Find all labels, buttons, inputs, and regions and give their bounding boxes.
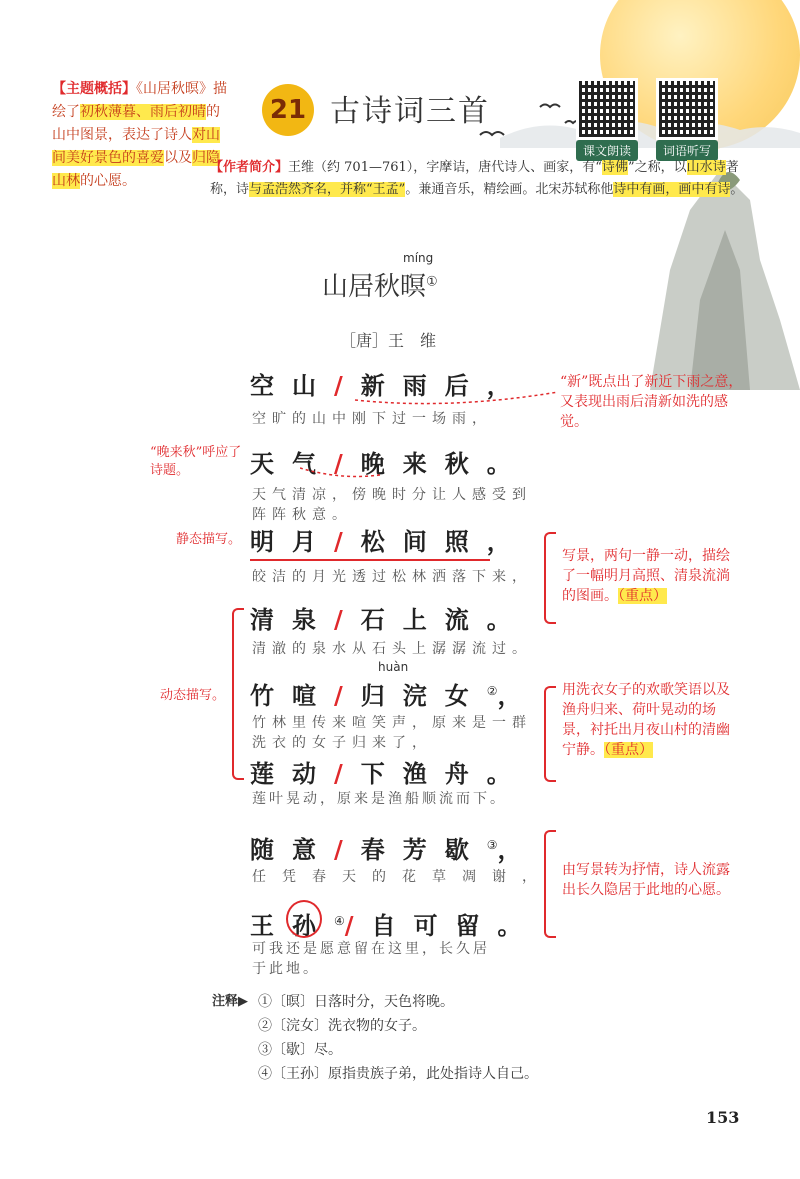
author-highlight: 诗中有画，画中有诗 bbox=[613, 182, 731, 197]
line-punct: 。 bbox=[497, 911, 540, 940]
line-punct: ， bbox=[486, 527, 529, 556]
line-part: 竹喧 bbox=[250, 681, 334, 710]
line-part: 王孙 bbox=[250, 911, 334, 940]
qr-dictation-label: 词语听写 bbox=[656, 140, 718, 161]
note-dynamic: 动态描写。 bbox=[160, 688, 226, 703]
poem-line-6 bbox=[250, 754, 529, 789]
note-wan-lai-qiu: “晚来秋”呼应了诗题。 bbox=[150, 445, 242, 478]
author-text: 王维（约 701—761），字摩诘，唐代诗人、画家，有“ bbox=[288, 160, 602, 175]
poem-title-text: 山居秋暝 bbox=[322, 272, 427, 302]
ming-pinyin: míng bbox=[403, 251, 434, 265]
annotations-section bbox=[212, 990, 538, 1086]
notes-list bbox=[258, 990, 538, 1086]
note-static: 静态描写。 bbox=[176, 532, 242, 547]
poem-line-3 bbox=[250, 522, 529, 561]
note-item: ③〔歇〕尽。 bbox=[258, 1042, 342, 1058]
note-scene2-text: 用洗衣女子的欢歌笑语以及渔舟归来、荷叶晃动的场景，衬托出月夜山村的清幽宁静。 bbox=[562, 682, 730, 758]
translation-3: 皎洁的月光透过松林洒落下来， bbox=[252, 569, 532, 585]
author-tag: 【作者简介】 bbox=[210, 160, 289, 175]
author-text: 。 bbox=[730, 182, 744, 197]
line-punct: 。 bbox=[486, 605, 529, 634]
lesson-title: 古诗词三首 bbox=[330, 94, 490, 129]
theme-tag: 【主题概括】 bbox=[52, 81, 136, 97]
page-number: 153 bbox=[706, 1108, 740, 1127]
theme-summary bbox=[52, 78, 230, 193]
circle-mark bbox=[286, 900, 322, 938]
qr-code-icon bbox=[656, 78, 718, 140]
translation-4: 清澈的泉水从石头上潺潺流过。 bbox=[252, 641, 532, 657]
author-highlight: 与孟浩然齐名，并称“王孟” bbox=[249, 182, 406, 197]
line-part: 新雨后 bbox=[360, 371, 487, 400]
note-item: ④〔王孙〕原指贵族子弟，此处指诗人自己。 bbox=[258, 1066, 538, 1082]
poem-line-7 bbox=[250, 830, 540, 865]
caesura-slash: / bbox=[334, 759, 361, 788]
caesura-slash: / bbox=[334, 527, 361, 556]
qr-code-icon bbox=[576, 78, 638, 140]
caesura-slash: / bbox=[334, 605, 361, 634]
poem-line-5 bbox=[250, 676, 540, 711]
note-marker: ③ bbox=[486, 838, 498, 852]
bracket-right-3 bbox=[544, 830, 556, 938]
note-item: ①〔暝〕日落时分，天色将晚。 bbox=[258, 994, 454, 1010]
caesura-slash: / bbox=[334, 835, 361, 864]
caesura-slash: / bbox=[334, 371, 361, 400]
line-punct: ， bbox=[497, 681, 540, 710]
line-part: 天气 bbox=[250, 449, 334, 478]
line-part: 莲动 bbox=[250, 759, 334, 788]
line-punct: ， bbox=[497, 835, 540, 864]
theme-text: 以及 bbox=[164, 150, 192, 166]
theme-text: 《山居秋暝》描绘了 bbox=[52, 81, 227, 120]
line-part: 明月 bbox=[250, 527, 334, 556]
note-scene1-text: 写景，两句一静一动，描绘了一幅明月高照、清泉流淌的图画。 bbox=[562, 548, 730, 604]
line-part: 自可留 bbox=[371, 911, 498, 940]
author-highlight: 诗佛 bbox=[601, 160, 628, 175]
annotation-arrows bbox=[300, 380, 560, 480]
caesura-slash: / bbox=[334, 681, 361, 710]
translation-1: 空旷的山中刚下过一场雨， bbox=[252, 411, 492, 427]
author-intro bbox=[210, 157, 750, 201]
poem-author: ［唐］王 维 bbox=[340, 331, 437, 350]
bracket-right-2 bbox=[544, 686, 556, 782]
caesura-slash: / bbox=[334, 449, 361, 478]
huan-pinyin: huàn bbox=[378, 660, 409, 674]
notes-block bbox=[212, 990, 538, 1086]
translation-5a: 竹林里传来喧笑声，原来是一群 bbox=[252, 715, 532, 731]
note-ending: 由写景转为抒情，诗人流露出长久隐居于此地的心愿。 bbox=[562, 862, 730, 898]
line-part: 晚来秋 bbox=[360, 449, 487, 478]
line-part: 下渔舟 bbox=[360, 759, 487, 788]
translation-5b: 洗衣的女子归来了， bbox=[252, 735, 432, 751]
lesson-number-badge: 21 bbox=[262, 84, 314, 136]
theme-highlight: 初秋薄暮、雨后初晴 bbox=[80, 104, 206, 120]
line-part: 归浣女 bbox=[360, 681, 487, 710]
note-xin: “新”既点出了新近下雨之意，又表现出雨后清新如洗的感觉。 bbox=[560, 374, 743, 430]
line-part: 空山 bbox=[250, 371, 334, 400]
line-part: 随意 bbox=[250, 835, 334, 864]
key-point-badge: （重点） bbox=[618, 588, 667, 604]
translation-6: 莲叶晃动，原来是渔船顺流而下。 bbox=[252, 791, 507, 807]
line-part: 石上流 bbox=[360, 605, 487, 634]
note-scene1 bbox=[562, 546, 742, 606]
line-punct: 。 bbox=[486, 449, 529, 478]
translation-2a: 天气清凉，傍晚时分让人感受到 bbox=[252, 487, 532, 503]
notes-label: 注释▶ bbox=[212, 994, 248, 1009]
poem-line-4 bbox=[250, 600, 529, 635]
qr-reading-label: 课文朗读 bbox=[576, 140, 638, 161]
theme-text: 的心愿。 bbox=[80, 173, 136, 189]
line-part: 春芳歇 bbox=[360, 835, 487, 864]
poem-title-note: ① bbox=[426, 274, 438, 290]
translation-8b: 于此地。 bbox=[252, 961, 320, 977]
author-text: 。兼通音乐，精绘画。北宋苏轼称他 bbox=[405, 182, 614, 197]
note-scene2 bbox=[562, 680, 742, 760]
caesura-slash: / bbox=[344, 911, 372, 940]
note-marker: ② bbox=[486, 684, 498, 698]
qr-reading-button[interactable] bbox=[576, 78, 638, 161]
translation-7: 任凭春天的花草凋谢， bbox=[252, 869, 552, 885]
note-marker: ④ bbox=[334, 914, 345, 928]
author-text: 著称，诗 bbox=[210, 160, 739, 197]
key-point-badge: （重点） bbox=[604, 742, 653, 758]
translation-8a: 可我还是愿意留在这里，长久居 bbox=[252, 941, 490, 957]
line-part: 清泉 bbox=[250, 605, 334, 634]
author-text: ”之称，以 bbox=[627, 160, 687, 175]
note-item: ②〔浣女〕洗衣物的女子。 bbox=[258, 1018, 426, 1034]
bracket-right-1 bbox=[544, 532, 556, 624]
translation-2b: 阵阵秋意。 bbox=[252, 507, 352, 523]
poem-title bbox=[322, 266, 438, 303]
theme-highlight: 对山间美好景色的喜爱 bbox=[52, 127, 220, 166]
line-part: 松间照 bbox=[360, 527, 487, 556]
author-highlight: 山水诗 bbox=[686, 160, 726, 175]
theme-text: 的山中图景，表达了诗人 bbox=[52, 104, 220, 143]
line-punct: 。 bbox=[486, 759, 529, 788]
qr-dictation-button[interactable] bbox=[656, 78, 718, 161]
bracket-left-dynamic bbox=[232, 608, 244, 780]
theme-highlight: 归隐山林 bbox=[52, 150, 220, 189]
line-punct: ， bbox=[486, 371, 529, 400]
